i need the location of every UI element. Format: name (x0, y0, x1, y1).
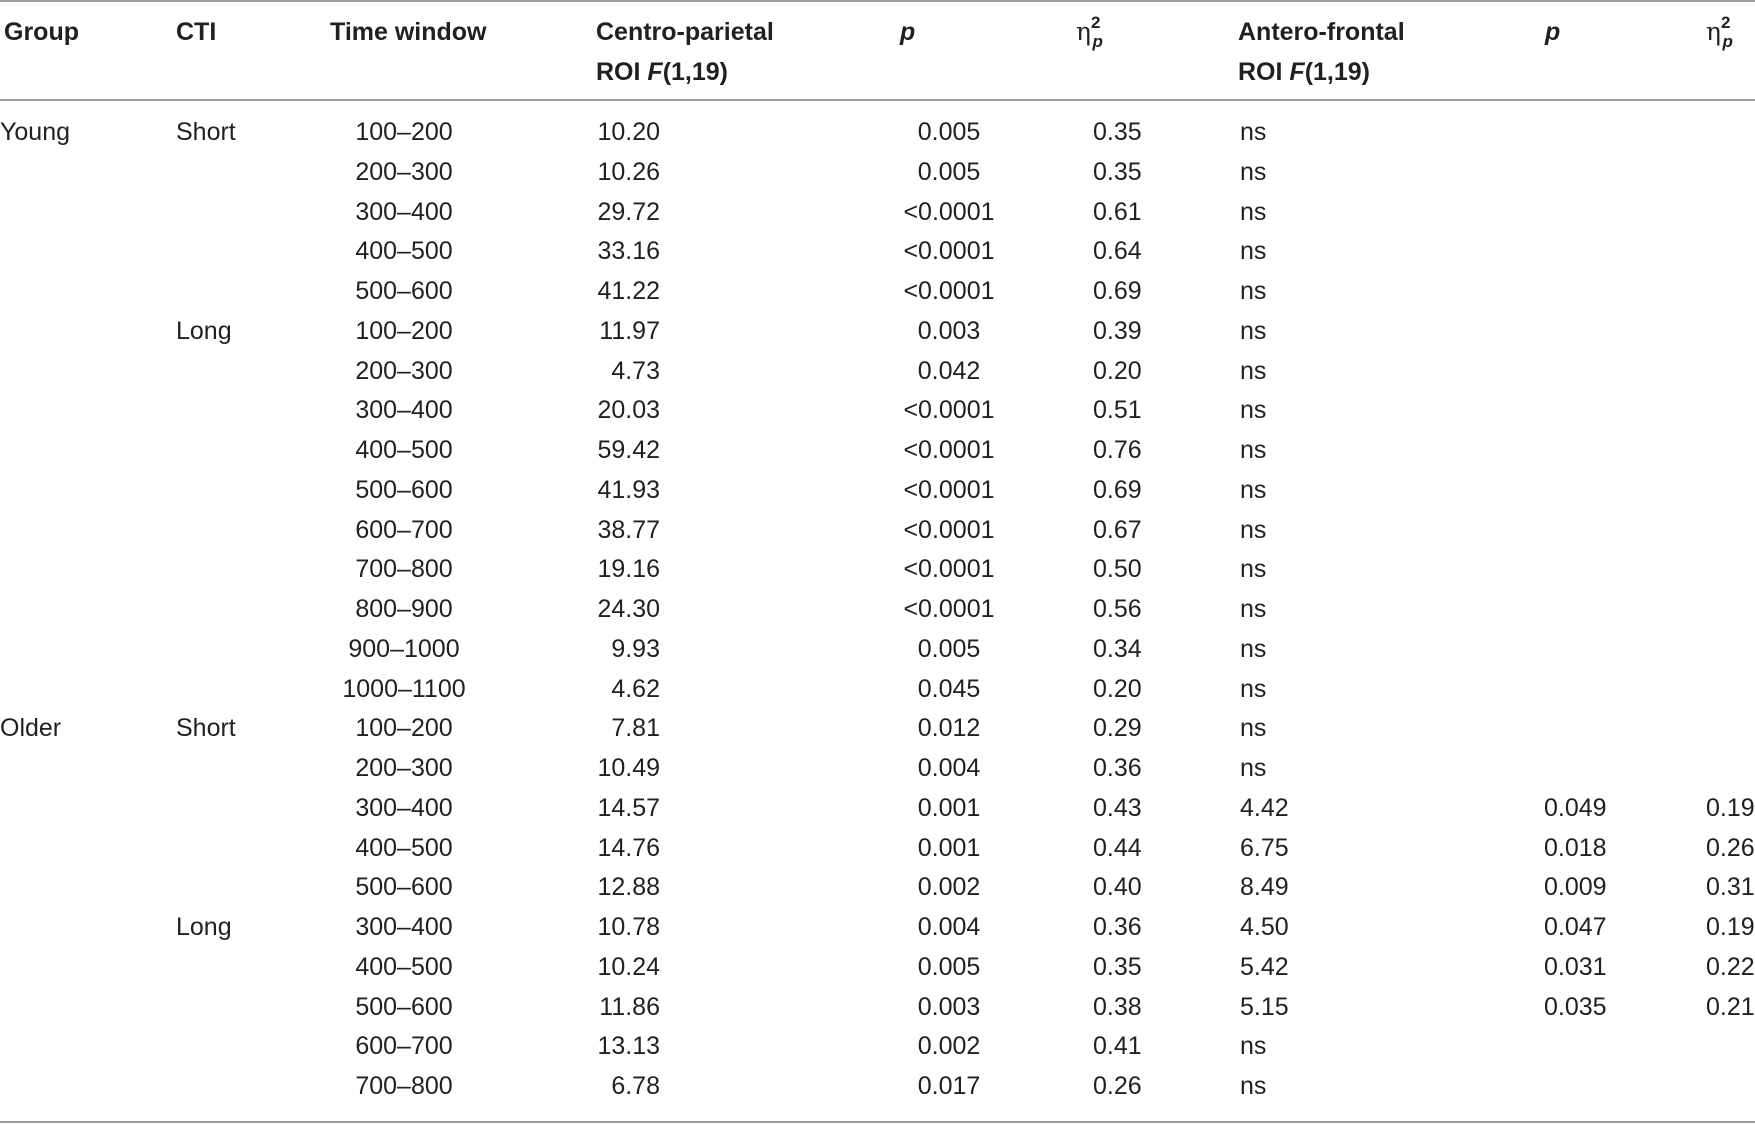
time-window-cell: 600–700 (355, 515, 453, 544)
centro-parietal-eta-cell: 0.29 (1093, 714, 1142, 743)
centro-parietal-f-cell: 59.42 (597, 436, 660, 464)
header-eta-af (1706, 12, 1741, 55)
time-window-cell: 400–500 (355, 237, 453, 266)
antero-frontal-eta-cell: 0.19 (1706, 793, 1755, 822)
cti-cell: Long (176, 913, 232, 941)
antero-frontal-f-cell: ns (1240, 595, 1267, 623)
centro-parietal-f-cell: 11.97 (599, 316, 660, 345)
centro-parietal-f-cell: 7.81 (611, 714, 660, 743)
centro-parietal-p-cell: 0.012 (917, 714, 981, 743)
centro-parietal-f-cell: 10.20 (597, 118, 660, 146)
centro-parietal-eta-cell: 0.69 (1093, 277, 1142, 305)
antero-frontal-p-cell: 0.009 (1544, 873, 1607, 902)
time-window-cell: 700–800 (355, 1072, 453, 1100)
antero-frontal-f-cell: ns (1240, 555, 1267, 584)
centro-parietal-f-cell: 11.86 (599, 992, 660, 1021)
centro-parietal-p-cell: 0.001 (917, 833, 981, 862)
centro-parietal-p-cell: 0.005 (917, 118, 981, 146)
centro-parietal-f-cell: 14.76 (597, 833, 660, 862)
antero-frontal-f-cell: ns (1240, 197, 1267, 226)
centro-parietal-p-cell: 0.002 (917, 1032, 981, 1061)
centro-parietal-eta-cell: 0.39 (1093, 316, 1142, 345)
header-df: (1,19) (662, 58, 728, 86)
header-eta (1076, 12, 1111, 55)
header-centro-parietal-roi (596, 52, 728, 92)
antero-frontal-f-cell: ns (1240, 714, 1267, 743)
centro-parietal-eta-cell: 0.36 (1093, 913, 1142, 941)
centro-parietal-p-cell: <0.0001 (903, 475, 995, 504)
centro-parietal-f-cell: 10.78 (597, 913, 660, 941)
header-df-af: (1,19) (1304, 58, 1370, 86)
centro-parietal-eta-cell: 0.41 (1093, 1032, 1142, 1061)
centro-parietal-eta-cell: 0.26 (1093, 1072, 1142, 1100)
antero-frontal-f-cell: 5.15 (1240, 992, 1289, 1021)
antero-frontal-eta-cell: 0.31 (1706, 873, 1755, 902)
header-rule (0, 99, 1755, 101)
header-roi-label-af: ROI (1238, 58, 1290, 86)
time-window-cell: 200–300 (355, 754, 453, 782)
antero-frontal-f-cell: ns (1240, 475, 1267, 504)
header-centro-parietal: Centro-parietal (596, 18, 774, 46)
antero-frontal-eta-cell: 0.26 (1706, 833, 1755, 862)
centro-parietal-p-cell: <0.0001 (903, 555, 995, 584)
time-window-cell: 400–500 (355, 952, 453, 981)
header-antero-frontal-roi (1238, 52, 1370, 92)
antero-frontal-p-cell: 0.047 (1544, 913, 1607, 941)
antero-frontal-eta-cell: 0.22 (1706, 952, 1755, 981)
header-cti: CTI (176, 18, 217, 46)
antero-frontal-f-cell: 6.75 (1240, 833, 1289, 862)
header-time-window: Time window (330, 18, 487, 46)
centro-parietal-p-cell: 0.005 (917, 634, 981, 663)
centro-parietal-f-cell: 19.16 (597, 555, 660, 584)
centro-parietal-p-cell: 0.005 (917, 157, 981, 186)
centro-parietal-eta-cell: 0.50 (1093, 555, 1142, 584)
eta-superscript: 2 (1090, 13, 1101, 32)
eta-superscript-af: 2 (1720, 13, 1731, 32)
time-window-cell: 300–400 (355, 793, 453, 822)
centro-parietal-p-cell: <0.0001 (903, 515, 995, 544)
centro-parietal-eta-cell: 0.20 (1093, 356, 1142, 385)
header-p: p (900, 18, 916, 46)
antero-frontal-f-cell: ns (1240, 157, 1267, 186)
centro-parietal-eta-cell: 0.43 (1093, 793, 1142, 822)
antero-frontal-f-cell: 8.49 (1240, 873, 1289, 902)
centro-parietal-f-cell: 14.57 (597, 793, 660, 822)
centro-parietal-eta-cell: 0.69 (1093, 475, 1142, 504)
centro-parietal-p-cell: <0.0001 (903, 197, 995, 226)
antero-frontal-f-cell: ns (1240, 634, 1267, 663)
header-group: Group (4, 18, 79, 46)
time-window-cell: 500–600 (355, 992, 453, 1021)
centro-parietal-f-cell: 33.16 (597, 237, 660, 266)
centro-parietal-f-cell: 10.49 (597, 754, 660, 782)
eta-symbol: η (1076, 17, 1091, 46)
centro-parietal-p-cell: <0.0001 (903, 396, 995, 425)
antero-frontal-f-cell: ns (1240, 674, 1267, 703)
cti-cell: Short (176, 118, 236, 146)
centro-parietal-p-cell: 0.042 (917, 356, 981, 385)
group-cell: Older (0, 714, 62, 743)
centro-parietal-eta-cell: 0.44 (1093, 833, 1142, 862)
antero-frontal-f-cell: ns (1240, 396, 1267, 425)
eta-subscript-af: p (1722, 32, 1733, 51)
centro-parietal-p-cell: 0.017 (917, 1072, 981, 1100)
centro-parietal-f-cell: 13.13 (597, 1032, 660, 1061)
time-window-cell: 400–500 (355, 833, 453, 862)
centro-parietal-p-cell: 0.002 (917, 873, 981, 902)
centro-parietal-eta-cell: 0.40 (1093, 873, 1142, 902)
time-window-cell: 700–800 (355, 555, 453, 584)
centro-parietal-f-cell: 41.93 (597, 475, 660, 504)
time-window-cell: 300–400 (355, 396, 453, 425)
bottom-rule (0, 1121, 1755, 1123)
antero-frontal-f-cell: 4.50 (1240, 913, 1289, 941)
centro-parietal-eta-cell: 0.67 (1093, 515, 1142, 544)
centro-parietal-f-cell: 9.93 (611, 634, 660, 663)
centro-parietal-eta-cell: 0.35 (1093, 952, 1142, 981)
header-roi-label: ROI (596, 58, 648, 86)
centro-parietal-eta-cell: 0.38 (1093, 992, 1142, 1021)
antero-frontal-f-cell: 5.42 (1240, 952, 1289, 981)
centro-parietal-f-cell: 10.26 (597, 157, 660, 186)
time-window-cell: 600–700 (355, 1032, 453, 1061)
centro-parietal-f-cell: 20.03 (597, 396, 660, 425)
centro-parietal-p-cell: <0.0001 (903, 595, 995, 623)
time-window-cell: 500–600 (355, 475, 453, 504)
centro-parietal-p-cell: 0.005 (917, 952, 981, 981)
eta-symbol-af: η (1706, 17, 1721, 46)
centro-parietal-p-cell: <0.0001 (903, 277, 995, 305)
top-rule (0, 0, 1755, 2)
centro-parietal-p-cell: <0.0001 (903, 237, 995, 266)
centro-parietal-eta-cell: 0.35 (1093, 157, 1142, 186)
centro-parietal-f-cell: 38.77 (597, 515, 660, 544)
time-window-cell: 900–1000 (348, 634, 460, 663)
antero-frontal-eta-cell: 0.19 (1706, 913, 1755, 941)
centro-parietal-f-cell: 6.78 (611, 1072, 660, 1100)
antero-frontal-f-cell: ns (1240, 1072, 1267, 1100)
antero-frontal-eta-cell: 0.21 (1706, 992, 1755, 1021)
centro-parietal-p-cell: <0.0001 (903, 436, 995, 464)
time-window-cell: 800–900 (355, 595, 453, 623)
antero-frontal-f-cell: ns (1240, 436, 1267, 464)
centro-parietal-eta-cell: 0.51 (1093, 396, 1142, 425)
time-window-cell: 300–400 (355, 913, 453, 941)
antero-frontal-f-cell: ns (1240, 356, 1267, 385)
antero-frontal-f-cell: ns (1240, 754, 1267, 782)
time-window-cell: 100–200 (355, 714, 453, 743)
header-f-stat: F (647, 58, 663, 86)
centro-parietal-eta-cell: 0.61 (1093, 197, 1142, 226)
centro-parietal-f-cell: 29.72 (597, 197, 660, 226)
centro-parietal-p-cell: 0.004 (917, 913, 981, 941)
antero-frontal-p-cell: 0.031 (1544, 952, 1607, 981)
eta-subscript: p (1092, 32, 1103, 51)
centro-parietal-p-cell: 0.001 (917, 793, 981, 822)
time-window-cell: 400–500 (355, 436, 453, 464)
header-antero-frontal: Antero-frontal (1238, 18, 1405, 46)
antero-frontal-p-cell: 0.035 (1544, 992, 1607, 1021)
antero-frontal-f-cell: ns (1240, 277, 1267, 305)
centro-parietal-eta-cell: 0.56 (1093, 595, 1142, 623)
time-window-cell: 200–300 (355, 157, 453, 186)
header-f-stat-af: F (1289, 58, 1305, 86)
centro-parietal-f-cell: 41.22 (597, 277, 660, 305)
antero-frontal-f-cell: ns (1240, 118, 1267, 146)
cti-cell: Short (176, 714, 236, 743)
group-cell: Young (0, 118, 70, 146)
time-window-cell: 100–200 (355, 118, 453, 146)
centro-parietal-f-cell: 24.30 (597, 595, 660, 623)
time-window-cell: 1000–1100 (342, 674, 466, 703)
time-window-cell: 500–600 (355, 873, 453, 902)
antero-frontal-f-cell: ns (1240, 1032, 1267, 1061)
centro-parietal-eta-cell: 0.20 (1093, 674, 1142, 703)
centro-parietal-f-cell: 12.88 (597, 873, 660, 902)
antero-frontal-p-cell: 0.049 (1544, 793, 1607, 822)
centro-parietal-eta-cell: 0.64 (1093, 237, 1142, 266)
time-window-cell: 300–400 (355, 197, 453, 226)
centro-parietal-f-cell: 10.24 (597, 952, 660, 981)
centro-parietal-eta-cell: 0.35 (1093, 118, 1142, 146)
centro-parietal-f-cell: 4.73 (611, 356, 660, 385)
antero-frontal-p-cell: 0.018 (1544, 833, 1607, 862)
cti-cell: Long (176, 316, 232, 345)
centro-parietal-eta-cell: 0.34 (1093, 634, 1142, 663)
centro-parietal-eta-cell: 0.36 (1093, 754, 1142, 782)
time-window-cell: 200–300 (355, 356, 453, 385)
centro-parietal-p-cell: 0.004 (917, 754, 981, 782)
antero-frontal-f-cell: ns (1240, 316, 1267, 345)
centro-parietal-p-cell: 0.045 (917, 674, 981, 703)
time-window-cell: 100–200 (355, 316, 453, 345)
centro-parietal-p-cell: 0.003 (917, 992, 981, 1021)
centro-parietal-p-cell: 0.003 (917, 316, 981, 345)
centro-parietal-eta-cell: 0.76 (1093, 436, 1142, 464)
antero-frontal-f-cell: 4.42 (1240, 793, 1289, 822)
antero-frontal-f-cell: ns (1240, 515, 1267, 544)
header-p-af: p (1545, 18, 1561, 46)
antero-frontal-f-cell: ns (1240, 237, 1267, 266)
time-window-cell: 500–600 (355, 277, 453, 305)
centro-parietal-f-cell: 4.62 (611, 674, 660, 703)
